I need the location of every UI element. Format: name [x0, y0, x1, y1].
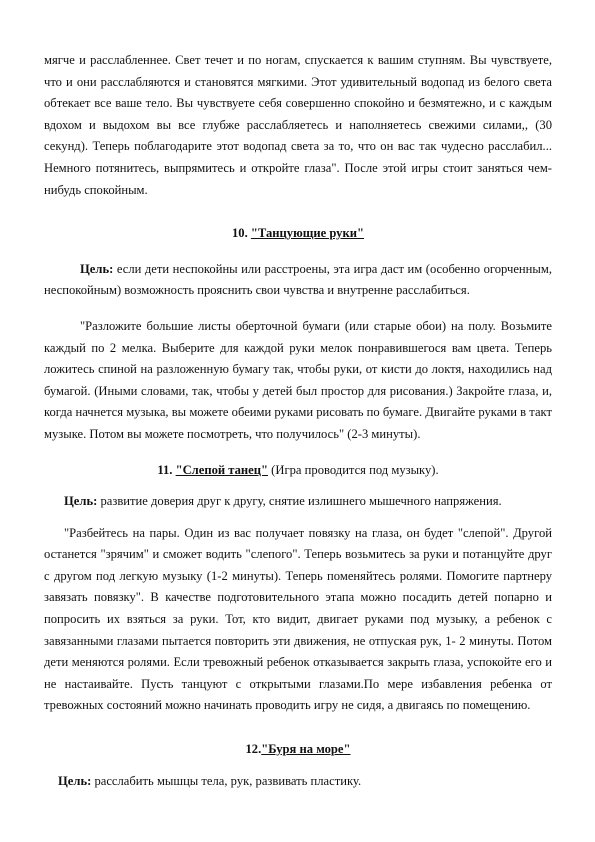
game-11-goal	[44, 491, 552, 513]
game-11-subtitle: (Игра проводится под музыку).	[268, 462, 439, 477]
game-12-goal	[44, 771, 552, 793]
document-page	[44, 50, 552, 792]
game-11-instructions: "Разбейтесь на пары. Один из вас получает повязку на глаза, он будет "слепой". Другой останется "зрячим" и сможет водить "слепого". Теперь возьмитесь за руки и потанцуйте друг с другом под легкую музыку (1-2 минуты). Теперь поменяйтесь ролями. Помогите партнеру завязать повязку". В качестве подготовительного этапа можно посадить детей попарно и попросить их взяться за руки. Тот, кто видит, двигает руками под музыку, а ребенок с завязанными глазами пытается повторить эти движения, не отпуская рук, 1- 2 минуты. Потом дети меняются ролями. Если тревожный ребенок отказывается закрыть глаза, успокойте его и не настаивайте. Пусть танцуют с открытыми глазами.По мере избавления ребенка от тревожных состояний можно начинать проводить игру не сидя, а двигаясь по помещению.	[44, 525, 552, 713]
game-10-goal-text: если дети неспокойны или расстроены, эта игра даст им (особенно огорченным, неспокойным) возможность прояснить свои чувства и внутренне расслабиться.	[44, 261, 552, 298]
game-11-goal-label: Цель:	[64, 494, 98, 509]
game-10-number: 10.	[232, 226, 248, 241]
game-12-goal-text: расслабить мышцы тела, рук, развивать пластику.	[91, 773, 362, 788]
game-10-title: "Танцующие руки"	[250, 226, 364, 241]
game-10-goal	[44, 259, 552, 302]
game-11-goal-text: развитие доверия друг к другу, снятие излишнего мышечного напряжения.	[97, 494, 502, 509]
game-12-heading	[44, 739, 552, 761]
game-10-instructions: "Разложите большие листы оберточной бумаги (или старые обои) на полу. Возьмите каждый по 2 мелка. Выберите для каждой руки мелок понравившегося вам цвета. Теперь ложитесь спиной на разложенную бумагу так, чтобы руки, от кисти до локтя, находились над бумагой. (Иными словами, так, чтобы у детей был простор для рисования.) Закройте глаза, и, когда начнется музыка, вы можете обеими руками рисовать по бумаге. Двигайте руками в такт музыке. Потом вы можете посмотреть, что получилось" (2-3 минуты).	[44, 318, 552, 441]
game-12-title: "Буря на море"	[261, 742, 351, 757]
game-10-goal-label: Цель:	[80, 261, 114, 276]
game-11-title: "Слепой танец"	[175, 462, 269, 477]
game-12-goal-label: Цель:	[58, 773, 92, 788]
game-11-heading	[44, 460, 552, 482]
game-11-number: 11.	[157, 462, 173, 477]
game-12-number: 12.	[245, 742, 262, 757]
intro-paragraph: мягче и расслабленнее. Свет течет и по ногам, спускается к вашим ступням. Вы чувствуете, что и они расслабляются и становятся мягкими. Этот удивительный водопад из белого света обтекает все ваше тело. Вы чувствуете себя совершенно спокойно и безмятежно, и с каждым вдохом и выдохом вы все глубже расслабляетесь и наполняетесь свежими силами,, (30 секунд). Теперь поблагодарите этот водопад света за то, что он вас так чудесно расслабил... Немного потянитесь, выпрямитесь и откройте глаза". После этой игры стоит заняться чем-нибудь спокойным.	[44, 53, 552, 197]
game-10-heading	[44, 223, 552, 245]
